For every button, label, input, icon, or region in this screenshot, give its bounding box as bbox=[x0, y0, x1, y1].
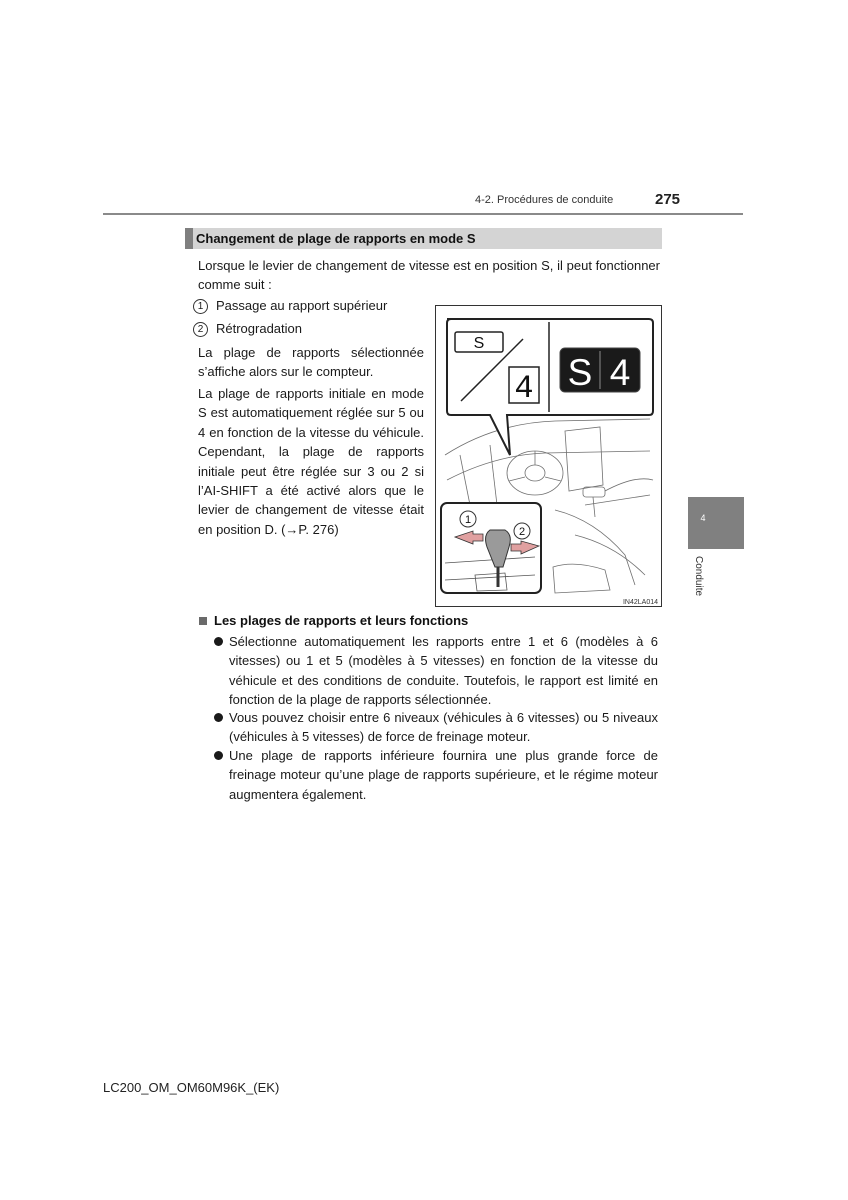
step-upshift bbox=[193, 298, 387, 314]
step-number-badge: 1 bbox=[193, 299, 208, 314]
bullet-marker bbox=[214, 637, 223, 646]
header-rule bbox=[103, 213, 743, 215]
subsection-marker bbox=[199, 617, 207, 625]
gear-shift-illustration bbox=[435, 305, 662, 607]
callout-2-label: 2 bbox=[518, 526, 526, 538]
meter-display-letter: S bbox=[567, 352, 593, 393]
bullet-marker bbox=[214, 751, 223, 760]
meter-display-digit: 4 bbox=[609, 352, 631, 393]
step-downshift bbox=[193, 321, 302, 337]
initial-range-paragraph: La plage de rapports initiale en mode S est automatiquement réglée sur 5 ou 4 en fonction de la vitesse du véhicule. Cependant, la plage de rapports initiale peut être réglée sur 3 ou 2 si l’AI-SHIFT a été activé alors que le levier de changement de vitesse était en position D. (→P. 276) bbox=[198, 386, 424, 537]
step-text: Rétrogradation bbox=[216, 321, 302, 336]
chapter-tab-number: 4 bbox=[700, 513, 706, 523]
figure-code: IN42LA014 bbox=[622, 599, 658, 606]
document-footer-code: LC200_OM_OM60M96K_(EK) bbox=[103, 1080, 280, 1095]
s-indicator-letter: S bbox=[473, 335, 485, 352]
chapter-tab-label: Conduite bbox=[693, 556, 704, 597]
running-header-section: 4-2. Procédures de conduite bbox=[475, 194, 614, 206]
page-number: 275 bbox=[655, 191, 681, 208]
bullet-item: Une plage de rapports inférieure fournira une plus grande force de freinage moteur qu’une plage de rapports supérieure, et le régime moteur augmentera également. bbox=[229, 748, 658, 802]
step-text: Passage au rapport supérieur bbox=[216, 298, 388, 313]
callout-1-label: 1 bbox=[464, 514, 472, 526]
chapter-tab bbox=[688, 497, 744, 549]
range-display-paragraph: La plage de rapports sélectionnée s’affiche alors sur le compteur. bbox=[198, 345, 424, 380]
section-title: Changement de plage de rapports en mode S bbox=[196, 231, 476, 246]
subsection-title: Les plages de rapports et leurs fonctions bbox=[214, 613, 469, 628]
bullet-item: Vous pouvez choisir entre 6 niveaux (véhicules à 6 vitesses) ou 5 niveaux (véhicules à 5 vitesses) de force de freinage moteur. bbox=[229, 710, 658, 745]
bullet-marker bbox=[214, 713, 223, 722]
step-number-badge: 2 bbox=[193, 322, 208, 337]
intro-paragraph: Lorsque le levier de changement de vitesse est en position S, il peut fonctionner comme suit : bbox=[198, 258, 660, 293]
bullet-item: Sélectionne automatiquement les rapports entre 1 et 6 (modèles à 6 vitesses) ou 1 et 5 (modèles à 5 vitesses) en fonction de la vitesse du véhicule et des conditions de conduite. Toutefois, le rapport est limité en fonction de la plage de rapports sélectionnée. bbox=[229, 634, 658, 708]
digit-indicator: 4 bbox=[514, 370, 534, 407]
